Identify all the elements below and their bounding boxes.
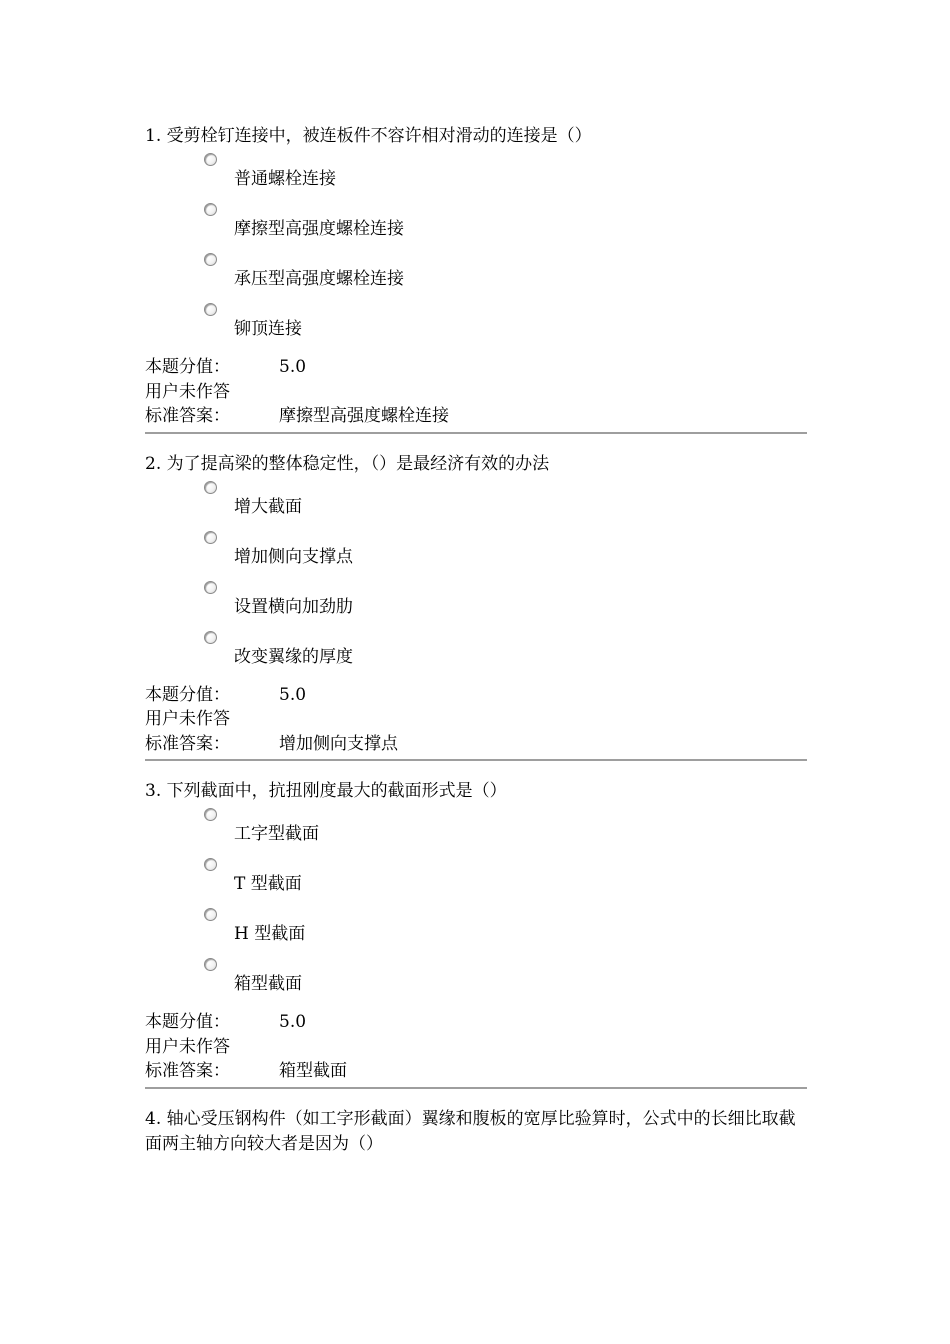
radio-button[interactable] (204, 581, 217, 594)
option-item[interactable] (145, 199, 807, 249)
radio-button[interactable] (204, 808, 217, 821)
option-item[interactable] (145, 954, 807, 1004)
option-label: 箱型截面 (234, 974, 302, 994)
question-2 (145, 452, 807, 762)
options-list (145, 804, 807, 1004)
score-label: 本题分值： (145, 684, 230, 705)
question-meta (145, 355, 807, 429)
quiz-page (145, 124, 807, 1157)
option-label: 增加侧向支撑点 (234, 546, 353, 567)
answer-status: 用户未作答 (145, 381, 230, 402)
answer-row (145, 1059, 807, 1084)
score-row (145, 683, 807, 708)
answer-value: 箱型截面 (279, 1061, 347, 1081)
option-item[interactable] (145, 149, 807, 199)
question-text: 1. 受剪栓钉连接中，被连板件不容许相对滑动的连接是（） (145, 126, 592, 146)
answer-row (145, 732, 807, 757)
question-text: 4. 轴心受压钢构件（如工字形截面）翼缘和腹板的宽厚比验算时，公式中的长细比取截面两主轴方向较大者是因为（） (145, 1108, 796, 1154)
option-item[interactable] (145, 854, 807, 904)
option-label: 改变翼缘的厚度 (234, 646, 353, 667)
question-meta (145, 1010, 807, 1084)
score-value: 5.0 (279, 684, 307, 705)
score-row (145, 355, 807, 380)
radio-button[interactable] (204, 253, 217, 266)
radio-button[interactable] (204, 958, 217, 971)
option-item[interactable] (145, 804, 807, 854)
option-label: 设置横向加劲肋 (234, 596, 353, 617)
radio-button[interactable] (204, 303, 217, 316)
option-item[interactable] (145, 577, 807, 627)
option-label: 工字型截面 (234, 824, 319, 844)
option-label: 铆顶连接 (234, 319, 302, 339)
answer-value: 增加侧向支撑点 (279, 733, 398, 754)
answer-label: 标准答案： (145, 1061, 230, 1081)
question-divider (145, 759, 807, 761)
answer-row (145, 404, 807, 429)
option-item[interactable] (145, 527, 807, 577)
answer-label: 标准答案： (145, 733, 230, 754)
question-text: 3. 下列截面中，抗扭刚度最大的截面形式是（） (145, 781, 507, 801)
option-label: 摩擦型高强度螺栓连接 (234, 219, 404, 239)
option-item[interactable] (145, 904, 807, 954)
option-label: 增大截面 (234, 496, 302, 517)
score-label: 本题分值： (145, 1012, 230, 1032)
status-row (145, 707, 807, 732)
question-text: 2. 为了提高梁的整体稳定性，（）是最经济有效的办法 (145, 453, 550, 474)
option-item[interactable] (145, 477, 807, 527)
question-divider (145, 1087, 807, 1089)
radio-button[interactable] (204, 631, 217, 644)
option-label: 普通螺栓连接 (234, 169, 336, 189)
option-item[interactable] (145, 627, 807, 677)
option-item[interactable] (145, 249, 807, 299)
score-row (145, 1010, 807, 1035)
options-list (145, 149, 807, 349)
score-label: 本题分值： (145, 357, 230, 377)
question-1 (145, 124, 807, 434)
radio-button[interactable] (204, 908, 217, 921)
question-meta (145, 683, 807, 757)
option-label: H 型截面 (234, 924, 306, 944)
option-item[interactable] (145, 299, 807, 349)
answer-value: 摩擦型高强度螺栓连接 (279, 406, 449, 426)
radio-button[interactable] (204, 203, 217, 216)
status-row (145, 1035, 807, 1060)
radio-button[interactable] (204, 153, 217, 166)
question-4 (145, 1107, 807, 1157)
score-value: 5.0 (279, 357, 307, 377)
options-list (145, 477, 807, 677)
answer-label: 标准答案： (145, 406, 230, 426)
radio-button[interactable] (204, 481, 217, 494)
radio-button[interactable] (204, 858, 217, 871)
score-value: 5.0 (279, 1012, 307, 1032)
question-divider (145, 432, 807, 434)
option-label: T 型截面 (234, 874, 302, 894)
radio-button[interactable] (204, 531, 217, 544)
option-label: 承压型高强度螺栓连接 (234, 269, 404, 289)
answer-status: 用户未作答 (145, 1036, 230, 1057)
question-3 (145, 779, 807, 1089)
status-row (145, 380, 807, 405)
answer-status: 用户未作答 (145, 709, 230, 729)
